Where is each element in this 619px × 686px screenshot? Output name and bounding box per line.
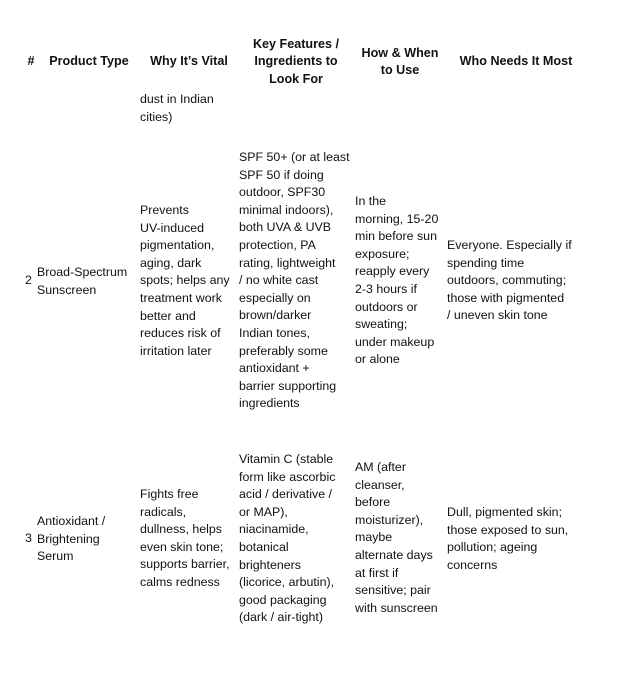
header-who-needs: Who Needs It Most	[459, 54, 573, 68]
continuation-why-vital: dust in Indian cities)	[140, 92, 214, 124]
header-how-when: How & When to Use	[361, 46, 439, 78]
row-2-why-vital: Prevents UV-induced pigmentation, aging, dark spots; helps any treatment work better and reduces risk of irritation later	[140, 203, 230, 358]
header-product-type: Product Type	[49, 54, 129, 68]
row-2-product-type: Broad-Spectrum Sunscreen	[37, 265, 128, 297]
row-2-who-needs: Everyone. Especially if spending time outdoors, commuting; those with pigmented / uneven skin tone	[447, 238, 572, 323]
row-3-why-vital: Fights free radicals, dullness, helps even skin tone; supports barrier, calms redness	[140, 487, 230, 589]
row-3-who-needs: Dull, pigmented skin; those exposed to sun, pollution; ageing concerns	[447, 505, 569, 572]
row-3-how-when: AM (after cleanser, before moisturizer), maybe alternate days at first if sensitive; pair with sunscreen	[355, 460, 438, 615]
header-num: #	[27, 54, 35, 68]
row-3-key-features: Vitamin C (stable form like ascorbic acid / derivative / or MAP), niacinamide, botanical brighteners (licorice, arbutin), good packaging (dark / air-tight)	[239, 452, 336, 625]
header-key-features: Key Features / Ingredients to Look For	[252, 37, 340, 86]
row-3-product-type: Antioxidant / Brightening Serum	[37, 514, 106, 564]
row-2-how-when: In the morning, 15-20 min before sun exposure; reapply every 2-3 hours if outdoors or sweating; under makeup or alone	[355, 194, 439, 367]
row-3-num: 3	[25, 531, 32, 545]
row-2-num: 2	[25, 273, 32, 287]
row-2-key-features: SPF 50+ (or at least SPF 50 if doing outdoor, SPF30 minimal indoors), both UVA & UVB protection, PA rating, lightweight / no white cast especially on brown/darker Indian tones, preferably some antioxidant + barrier supporting ingredients	[239, 150, 350, 411]
header-why-vital: Why It’s Vital	[150, 54, 228, 68]
